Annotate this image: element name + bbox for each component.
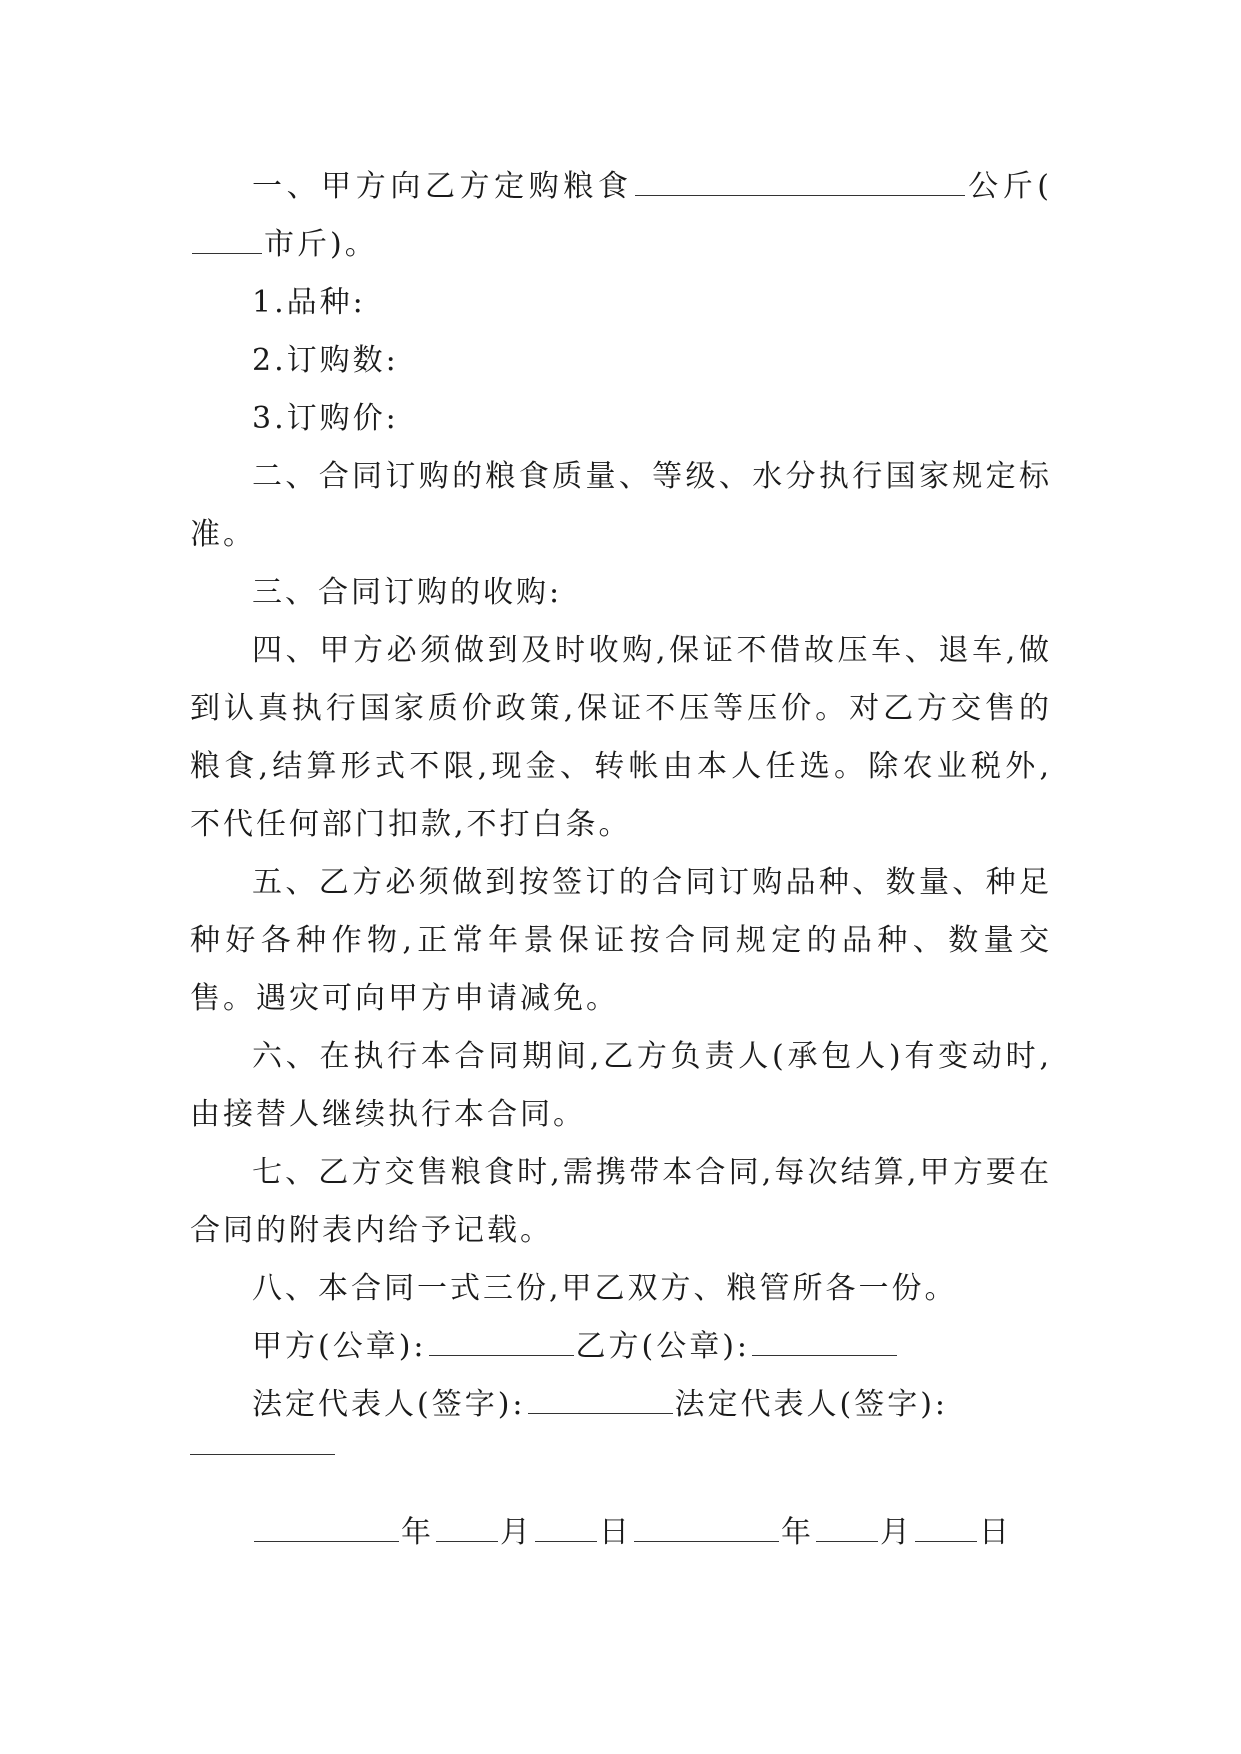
- party-b-seal-label: 乙方(公章):: [575, 1329, 751, 1364]
- item-variety: 1.品种:: [252, 285, 366, 320]
- year-a-blank: [254, 1511, 399, 1542]
- day-b-label: 日: [979, 1515, 1012, 1550]
- year-b-label: 年: [781, 1515, 814, 1550]
- party-a-seal-label: 甲方(公章):: [252, 1329, 427, 1364]
- party-a-seal-blank: [429, 1325, 574, 1356]
- rep-b-blank: [190, 1434, 335, 1492]
- item-price: 3.订购价:: [252, 401, 399, 436]
- seal-row: [190, 1318, 1052, 1376]
- date-row: [190, 1504, 1052, 1562]
- clause-6: 六、在执行本合同期间,乙方负责人(承包人)有变动时,由接替人继续执行本合同。: [190, 1039, 1052, 1132]
- clause-5: 五、乙方必须做到按签订的合同订购品种、数量、种足种好各种作物,正常年景保证按合同规定的品种、数量交售。遇灾可向甲方申请减免。: [190, 865, 1052, 1016]
- clause-1: [190, 158, 1052, 274]
- rep-b-underline: [190, 1454, 335, 1455]
- clause-4: 四、甲方必须做到及时收购,保证不借故压车、退车,做到认真执行国家质价政策,保证不压等压价。对乙方交售的粮食,结算形式不限,现金、转帐由本人任选。除农业税外,不代任何部门扣款,不打白条。: [190, 633, 1052, 842]
- day-a-label: 日: [599, 1515, 632, 1550]
- jin-amount-blank: [192, 223, 262, 254]
- rep-a-blank: [528, 1383, 673, 1414]
- clause-1-end: 市斤)。: [264, 227, 378, 262]
- clause-2: 二、合同订购的粮食质量、等级、水分执行国家规定标准。: [190, 459, 1052, 552]
- year-b-blank: [634, 1511, 779, 1542]
- rep-a-label: 法定代表人(签字):: [252, 1387, 526, 1422]
- month-b-label: 月: [880, 1515, 913, 1550]
- month-a-blank: [436, 1511, 498, 1542]
- item-quantity: 2.订购数:: [252, 343, 399, 378]
- day-b-blank: [915, 1511, 977, 1542]
- party-b-seal-blank: [752, 1325, 897, 1356]
- clause-1-paren: (: [1037, 169, 1053, 204]
- clause-8: 八、本合同一式三份,甲乙双方、粮管所各一份。: [252, 1271, 958, 1306]
- representative-row: [190, 1376, 1052, 1434]
- clause-1-unit: 公斤: [966, 169, 1038, 204]
- clause-3: 三、合同订购的收购:: [252, 575, 563, 610]
- grain-amount-blank: [635, 165, 965, 196]
- contract-body: [190, 158, 1052, 1562]
- month-a-label: 月: [500, 1515, 533, 1550]
- day-a-blank: [535, 1511, 597, 1542]
- year-a-label: 年: [401, 1515, 434, 1550]
- clause-1-text: 一、甲方向乙方定购粮食: [252, 169, 633, 204]
- clause-7: 七、乙方交售粮食时,需携带本合同,每次结算,甲方要在合同的附表内给予记载。: [190, 1155, 1052, 1248]
- rep-b-label: 法定代表人(签字):: [674, 1387, 949, 1422]
- month-b-blank: [816, 1511, 878, 1542]
